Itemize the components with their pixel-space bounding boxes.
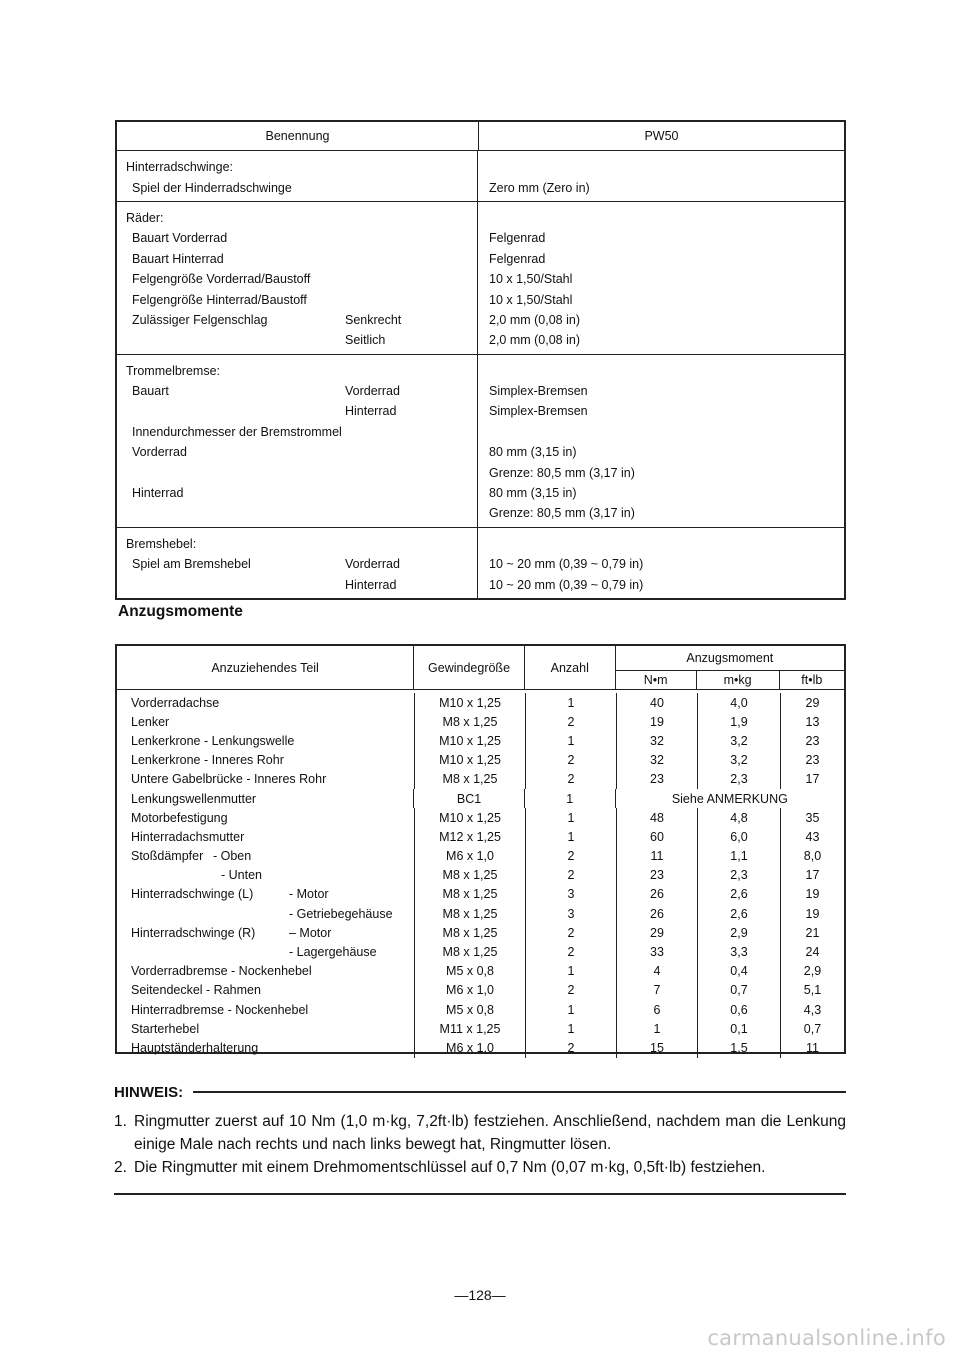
spec-item-label: Vorderrad (132, 445, 187, 460)
page-number: —128— (454, 1287, 506, 1303)
spec-value: Simplex-Bremsen (489, 404, 588, 419)
spec-value: 2,0 mm (0,08 in) (489, 312, 581, 327)
cell-ftlb: 0,7 (803, 1021, 822, 1036)
cell-qty: 1 (526, 827, 617, 846)
cell-part (117, 731, 415, 750)
cell-nm: 26 (617, 885, 698, 904)
part-subname: - Getriebegehäuse (289, 906, 393, 921)
cell-qty: 3 (526, 904, 617, 923)
table-row (117, 712, 844, 731)
cell-qty: 2 (526, 712, 617, 731)
spec-section (117, 151, 844, 202)
spec-value-row (478, 157, 844, 177)
cell-mkg: 2,6 (698, 885, 781, 904)
cell-qty: 1 (526, 962, 617, 981)
cell-thread: M8 x 1,25 (415, 866, 526, 885)
cell-part (117, 1019, 415, 1038)
cell-mkg: 2,3 (698, 866, 781, 885)
spec-value-row (478, 534, 844, 554)
cell-part (117, 904, 415, 923)
cell-part (117, 789, 414, 808)
part-name: Hauptständerhalterung (131, 1040, 259, 1055)
cell-qty: 1 (526, 1019, 617, 1038)
spec-section (117, 528, 844, 598)
spec-value-row (478, 330, 844, 350)
note-item (114, 1156, 846, 1179)
cell-thread: M6 x 1,0 (415, 1038, 526, 1057)
table-row (117, 693, 844, 712)
spec-value-row (478, 269, 844, 289)
spec-value-row (478, 177, 844, 197)
cell-ftlb: 23 (805, 753, 820, 768)
cell-nm: 29 (617, 923, 698, 942)
table-row (117, 1019, 844, 1038)
cell-qty: 1 (525, 789, 616, 808)
cell-ftlb: 4,3 (803, 1002, 822, 1017)
spec-section-values (478, 202, 844, 354)
header-model: PW50 (644, 129, 679, 143)
cell-ftlb: 17 (805, 868, 820, 883)
header-unit-ftlb: ft•lb (801, 673, 823, 687)
spec-value-row (478, 574, 844, 594)
spec-label-row (117, 177, 477, 197)
part-name: Stoßdämpfer (131, 849, 204, 864)
spec-value: Grenze: 80,5 mm (3,17 in) (489, 465, 635, 480)
cell-part (117, 808, 415, 827)
spec-section-labels (117, 528, 478, 598)
spec-section-title: Trommelbremse: (126, 363, 220, 378)
cell-nm: 60 (617, 827, 698, 846)
cell-nm: 40 (617, 693, 698, 712)
table-row (117, 962, 844, 981)
cell-thread: M8 x 1,25 (415, 942, 526, 961)
spec-value-row (478, 208, 844, 228)
cell-thread: M10 x 1,25 (415, 693, 526, 712)
part-name: Lenkungswellenmutter (131, 791, 257, 806)
header-torque-group (616, 646, 844, 689)
spec-value: Felgenrad (489, 231, 546, 246)
cell-qty: 2 (526, 923, 617, 942)
part-name: Hinterradachsmutter (131, 829, 245, 844)
table-row (117, 808, 844, 827)
part-subname: - Motor (289, 887, 329, 902)
watermark: carmanualsonline.info (707, 1326, 946, 1350)
spec-item-sublabel: Vorderrad (345, 384, 400, 399)
cell-qty: 2 (526, 981, 617, 1000)
cell-qty: 1 (526, 808, 617, 827)
table-row (117, 866, 844, 885)
spec-item-label: Zulässiger Felgenschlag (132, 312, 268, 327)
note-number: 2. (114, 1159, 127, 1176)
cell-mkg: 1,9 (698, 712, 781, 731)
spec-label-row (117, 249, 477, 269)
note-number: 1. (114, 1113, 127, 1130)
cell-nm: 32 (617, 731, 698, 750)
cell-nm: 32 (617, 751, 698, 770)
note-label: HINWEIS: (114, 1083, 184, 1101)
spec-section-labels (117, 202, 478, 354)
part-name: Lenker (131, 714, 170, 729)
cell-ftlb: 11 (806, 1040, 819, 1055)
part-subname: - Unten (221, 868, 262, 883)
spec-label-row (117, 381, 477, 401)
spec-value-row (478, 401, 844, 421)
spec-item-label: Bauart Hinterrad (132, 251, 224, 266)
header-part: Anzuziehendes Teil (117, 646, 414, 689)
header-name: Benennung (117, 122, 479, 150)
cell-ftlb: 43 (805, 829, 820, 844)
cell-part (117, 962, 415, 981)
spec-value: Simplex-Bremsen (489, 384, 588, 399)
cell-thread: M8 x 1,25 (415, 904, 526, 923)
torque-table-body (117, 690, 844, 1058)
cell-mkg: 0,6 (698, 1000, 781, 1019)
spec-item-label: Hinterrad (132, 486, 184, 501)
cell-ftlb: 8,0 (803, 849, 822, 864)
cell-nm: 23 (617, 770, 698, 789)
spec-item-label: Bauart (132, 384, 169, 399)
part-name: Seitendeckel - Rahmen (131, 983, 261, 998)
spec-item-label: Spiel am Bremshebel (132, 557, 251, 572)
spec-label-row (117, 157, 477, 177)
cell-mkg: 2,6 (698, 904, 781, 923)
spec-value-row (478, 442, 844, 462)
cell-mkg: 0,7 (698, 981, 781, 1000)
spec-section-labels (117, 151, 478, 201)
header-unit-mkg: m•kg (697, 671, 780, 689)
spec-value: 80 mm (3,15 in) (489, 486, 577, 501)
cell-mkg: 2,9 (698, 923, 781, 942)
note-list (114, 1110, 846, 1179)
cell-thread: M6 x 1,0 (415, 847, 526, 866)
cell-ftlb: 24 (805, 945, 820, 960)
cell-nm: 19 (617, 712, 698, 731)
spec-value: 2,0 mm (0,08 in) (489, 333, 581, 348)
cell-nm: 11 (617, 847, 698, 866)
table-row (117, 751, 844, 770)
cell-part (117, 981, 415, 1000)
spec-section (117, 355, 844, 528)
cell-ftlb: 23 (805, 733, 820, 748)
cell-ftlb: 19 (805, 906, 820, 921)
spec-section-values (478, 355, 844, 527)
spec-value: 10 x 1,50/Stahl (489, 272, 573, 287)
cell-thread: M10 x 1,25 (415, 731, 526, 750)
part-name: Vorderradbremse - Nockenhebel (131, 964, 312, 979)
spec-item-sublabel: Senkrecht (345, 312, 402, 327)
cell-part (117, 885, 415, 904)
cell-qty: 2 (526, 942, 617, 961)
spec-label-row (117, 401, 477, 421)
spec-label-row (117, 483, 477, 503)
note-text: Ringmutter zuerst auf 10 Nm (1,0 m·kg, 7,2ft·lb) festziehen. Anschließend, nachdem man die Lenkung einige Male nach rechts und nach links bewegt hat, Ringmutter lösen. (134, 1113, 846, 1153)
table-row (117, 770, 844, 789)
table-row (117, 731, 844, 750)
cell-part (117, 693, 415, 712)
cell-mkg: 4,0 (698, 693, 781, 712)
spec-value: 80 mm (3,15 in) (489, 445, 577, 460)
cell-mkg: 1,5 (698, 1038, 781, 1057)
part-name: Vorderradachse (131, 695, 220, 710)
spec-value-row (478, 503, 844, 523)
spec-item-sublabel: Hinterrad (345, 577, 397, 592)
cell-ftlb: 35 (805, 810, 820, 825)
cell-thread: M5 x 0,8 (415, 962, 526, 981)
spec-label-row (117, 310, 477, 330)
table-row (117, 923, 844, 942)
spec-value-row (478, 310, 844, 330)
cell-nm: 4 (617, 962, 698, 981)
cell-thread: M10 x 1,25 (415, 808, 526, 827)
spec-label-row (117, 330, 477, 350)
spec-item-sublabel: Vorderrad (345, 557, 400, 572)
spec-section-title: Hinterradschwinge: (126, 160, 233, 175)
cell-mkg: 0,4 (698, 962, 781, 981)
part-subname: - Oben (213, 849, 252, 864)
part-name: Hinterradschwinge (R) (131, 925, 256, 940)
part-name: Untere Gabelbrücke - Inneres Rohr (131, 772, 327, 787)
cell-nm: 48 (617, 808, 698, 827)
cell-mkg: 3,3 (698, 942, 781, 961)
cell-mkg: 3,2 (698, 751, 781, 770)
cell-mkg: 0,1 (698, 1019, 781, 1038)
cell-ftlb: 19 (805, 887, 820, 902)
spec-section (117, 202, 844, 355)
spec-label-row (117, 462, 477, 482)
cell-ftlb: 21 (805, 925, 820, 940)
spec-value: 10 ~ 20 mm (0,39 ~ 0,79 in) (489, 577, 644, 592)
spec-section-title: Räder: (126, 210, 164, 225)
spec-value-row (478, 554, 844, 574)
spec-item-label: Felgengröße Hinterrad/Baustoff (132, 292, 307, 307)
note-rule (193, 1091, 846, 1093)
part-name: Motorbefestigung (131, 810, 228, 825)
spec-value-row (478, 381, 844, 401)
table-row (117, 885, 844, 904)
header-unit-nm: N•m (616, 671, 697, 689)
cell-part (117, 847, 415, 866)
spec-item-label: Spiel der Hinderradschwinge (132, 180, 292, 195)
table-row (117, 1038, 844, 1057)
spec-label-row (117, 442, 477, 462)
cell-part (117, 827, 415, 846)
cell-ftlb: 17 (805, 772, 820, 787)
spec-section-values (478, 151, 844, 201)
cell-part (117, 770, 415, 789)
table-row (117, 1000, 844, 1019)
cell-thread: M6 x 1,0 (415, 981, 526, 1000)
spec-value-row (478, 228, 844, 248)
cell-qty: 2 (526, 770, 617, 789)
cell-qty: 1 (526, 1000, 617, 1019)
cell-nm: 33 (617, 942, 698, 961)
cell-thread: BC1 (414, 789, 525, 808)
cell-part (117, 712, 415, 731)
cell-qty: 3 (526, 885, 617, 904)
spec-item-sublabel: Hinterrad (345, 404, 397, 419)
cell-part (117, 866, 415, 885)
cell-nm: 6 (617, 1000, 698, 1019)
spec-table-header (117, 122, 844, 151)
spec-label-row (117, 208, 477, 228)
note-end-rule (114, 1193, 846, 1195)
cell-mkg: 3,2 (698, 731, 781, 750)
cell-thread: M8 x 1,25 (415, 885, 526, 904)
header-thread: Gewindegröße (414, 646, 525, 689)
spec-table-body (117, 151, 844, 598)
spec-section-values (478, 528, 844, 598)
spec-item-label: Bauart Vorderrad (132, 231, 228, 246)
spec-value: 10 x 1,50/Stahl (489, 292, 573, 307)
cell-thread: M11 x 1,25 (415, 1019, 526, 1038)
spec-value-row (478, 422, 844, 442)
spec-item-label: Felgengröße Vorderrad/Baustoff (132, 272, 311, 287)
table-row (117, 827, 844, 846)
spec-label-row (117, 422, 477, 442)
cell-part (117, 1038, 415, 1057)
spec-label-row (117, 228, 477, 248)
spec-value: Grenze: 80,5 mm (3,17 in) (489, 506, 635, 521)
spec-value: 10 ~ 20 mm (0,39 ~ 0,79 in) (489, 557, 644, 572)
cell-nm: 1 (617, 1019, 698, 1038)
spec-section-title: Bremshebel: (126, 536, 197, 551)
spec-label-row (117, 361, 477, 381)
cell-nm: 15 (617, 1038, 698, 1057)
cell-ftlb: 2,9 (803, 964, 822, 979)
cell-part (117, 923, 415, 942)
cell-mkg: 2,3 (698, 770, 781, 789)
torque-table-header (117, 646, 844, 690)
specification-table (115, 120, 846, 600)
note-text: Die Ringmutter mit einem Drehmomentschlüssel auf 0,7 Nm (0,07 m·kg, 0,5ft·lb) festziehen. (134, 1159, 766, 1176)
spec-label-row (117, 534, 477, 554)
spec-label-row (117, 289, 477, 309)
cell-qty: 2 (526, 866, 617, 885)
part-subname: – Motor (289, 925, 332, 940)
cell-thread: M8 x 1,25 (415, 770, 526, 789)
spec-label-row (117, 503, 477, 523)
cell-thread: M8 x 1,25 (415, 712, 526, 731)
spec-item-sublabel: Seitlich (345, 333, 386, 348)
cell-qty: 2 (526, 847, 617, 866)
part-name: Hinterradbremse - Nockenhebel (131, 1002, 309, 1017)
cell-part (117, 1000, 415, 1019)
cell-part (117, 942, 415, 961)
cell-qty: 1 (526, 693, 617, 712)
table-row (117, 981, 844, 1000)
cell-thread: M8 x 1,25 (415, 923, 526, 942)
cell-thread: M12 x 1,25 (415, 827, 526, 846)
header-qty: Anzahl (525, 646, 616, 689)
cell-ftlb: 29 (805, 695, 820, 710)
spec-value-row (478, 249, 844, 269)
note-box (114, 1080, 846, 1195)
part-name: Lenkerkrone - Inneres Rohr (131, 753, 284, 768)
torque-table (115, 644, 846, 1054)
spec-label-row (117, 574, 477, 594)
cell-qty: 1 (526, 731, 617, 750)
cell-part (117, 751, 415, 770)
table-row (117, 942, 844, 961)
cell-mkg: 1,1 (698, 847, 781, 866)
note-item (114, 1110, 846, 1156)
spec-value-row (478, 483, 844, 503)
cell-mkg: 4,8 (698, 808, 781, 827)
table-row (117, 789, 844, 808)
spec-value-row (478, 289, 844, 309)
part-subname: - Lagergehäuse (289, 945, 377, 960)
cell-nm: 7 (617, 981, 698, 1000)
spec-label-row (117, 554, 477, 574)
torque-section-title: Anzugsmomente (118, 603, 243, 620)
spec-value: Zero mm (Zero in) (489, 180, 590, 195)
cell-qty: 2 (526, 751, 617, 770)
cell-qty: 2 (526, 1038, 617, 1057)
cell-mkg: 6,0 (698, 827, 781, 846)
cell-nm: 26 (617, 904, 698, 923)
table-row (117, 904, 844, 923)
spec-value-row (478, 361, 844, 381)
spec-item-label: Innendurchmesser der Bremstrommel (132, 424, 342, 439)
cell-torque-merged: Siehe ANMERKUNG (671, 791, 788, 806)
cell-thread: M5 x 0,8 (415, 1000, 526, 1019)
header-torque: Anzugsmoment (616, 646, 844, 671)
cell-ftlb: 5,1 (803, 983, 822, 998)
spec-section-labels (117, 355, 478, 527)
spec-label-row (117, 269, 477, 289)
part-name: Lenkerkrone - Lenkungswelle (131, 733, 295, 748)
cell-thread: M10 x 1,25 (415, 751, 526, 770)
cell-nm: 23 (617, 866, 698, 885)
part-name: Hinterradschwinge (L) (131, 887, 254, 902)
table-row (117, 847, 844, 866)
spec-value: Felgenrad (489, 251, 546, 266)
part-name: Starterhebel (131, 1021, 200, 1036)
spec-value-row (478, 462, 844, 482)
cell-ftlb: 13 (805, 714, 820, 729)
